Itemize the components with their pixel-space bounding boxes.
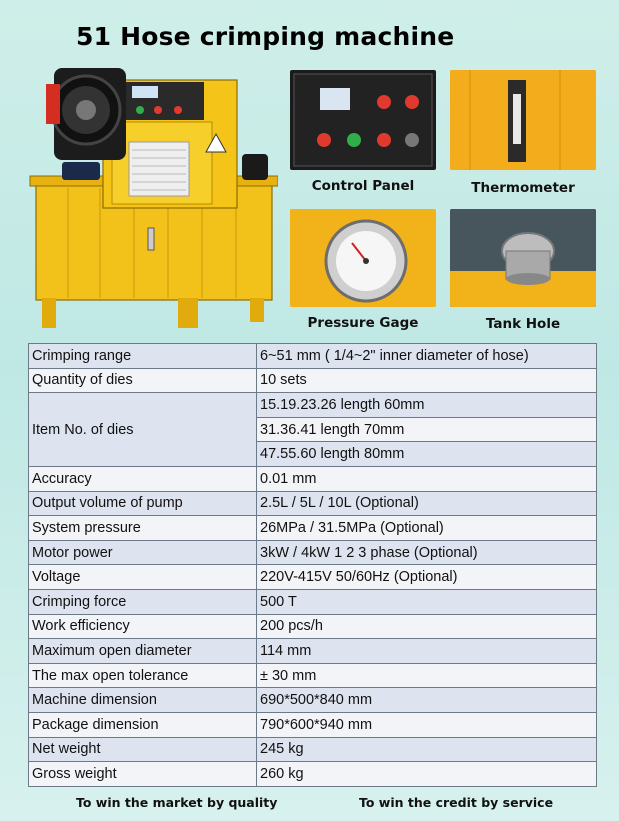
spec-row-accuracy [29,466,597,491]
tank-hole-caption: Tank Hole [485,316,561,332]
page-title: 51 Hose crimping machine [76,22,455,51]
spec-row-crimping-force [29,589,597,614]
spec-label: The max open tolerance [29,663,257,688]
spec-row-machine-dimension [29,688,597,713]
spec-value: 500 T [257,589,597,614]
spec-label: Gross weight [29,762,257,787]
spec-table [28,343,597,787]
control-panel-caption: Control Panel [311,178,415,194]
control-panel-photo [290,70,436,170]
spec-label: Work efficiency [29,614,257,639]
spec-label: Crimping force [29,589,257,614]
spec-value: 10 sets [257,368,597,393]
spec-row-max-open-diameter [29,639,597,664]
spec-label: Net weight [29,737,257,762]
spec-value: 6~51 mm ( 1/4~2" inner diameter of hose) [257,344,597,369]
spec-label: System pressure [29,516,257,541]
spec-value: 15.19.23.26 length 60mm [257,393,597,418]
spec-label: Quantity of dies [29,368,257,393]
spec-value: 245 kg [257,737,597,762]
spec-row-motor-power [29,540,597,565]
spec-row-work-efficiency [29,614,597,639]
thermometer-caption: Thermometer [471,180,575,196]
spec-value: 790*600*940 mm [257,712,597,737]
spec-value: 200 pcs/h [257,614,597,639]
spec-value: 690*500*840 mm [257,688,597,713]
spec-value: 114 mm [257,639,597,664]
footer-slogan-right: To win the credit by service [359,795,554,810]
spec-value: 2.5L / 5L / 10L (Optional) [257,491,597,516]
spec-row-package-dimension [29,712,597,737]
pressure-gage-caption: Pressure Gage [307,315,419,331]
spec-value: 47.55.60 length 80mm [257,442,597,467]
spec-label: Item No. of dies [29,393,257,467]
spec-row-item-no-of-dies [29,393,597,418]
pressure-gage-photo [290,209,436,307]
spec-row-max-open-tolerance [29,663,597,688]
spec-value: 260 kg [257,762,597,787]
machine-image [28,64,278,332]
spec-label: Accuracy [29,466,257,491]
tank-hole-photo [450,209,596,307]
spec-row-quantity-of-dies [29,368,597,393]
spec-value: 0.01 mm [257,466,597,491]
spec-value: 220V-415V 50/60Hz (Optional) [257,565,597,590]
spec-value: 31.36.41 length 70mm [257,417,597,442]
spec-label: Motor power [29,540,257,565]
spec-row-net-weight [29,737,597,762]
spec-value: ± 30 mm [257,663,597,688]
spec-label: Maximum open diameter [29,639,257,664]
spec-row-gross-weight [29,762,597,787]
spec-row-crimping-range [29,344,597,369]
thermometer-photo [450,70,596,170]
spec-row-voltage [29,565,597,590]
spec-label: Voltage [29,565,257,590]
spec-row-output-volume [29,491,597,516]
spec-value: 26MPa / 31.5MPa (Optional) [257,516,597,541]
spec-label: Machine dimension [29,688,257,713]
spec-row-system-pressure [29,516,597,541]
spec-value: 3kW / 4kW 1 2 3 phase (Optional) [257,540,597,565]
spec-label: Output volume of pump [29,491,257,516]
footer-slogan-left: To win the market by quality [76,795,278,810]
spec-label: Package dimension [29,712,257,737]
spec-label: Crimping range [29,344,257,369]
